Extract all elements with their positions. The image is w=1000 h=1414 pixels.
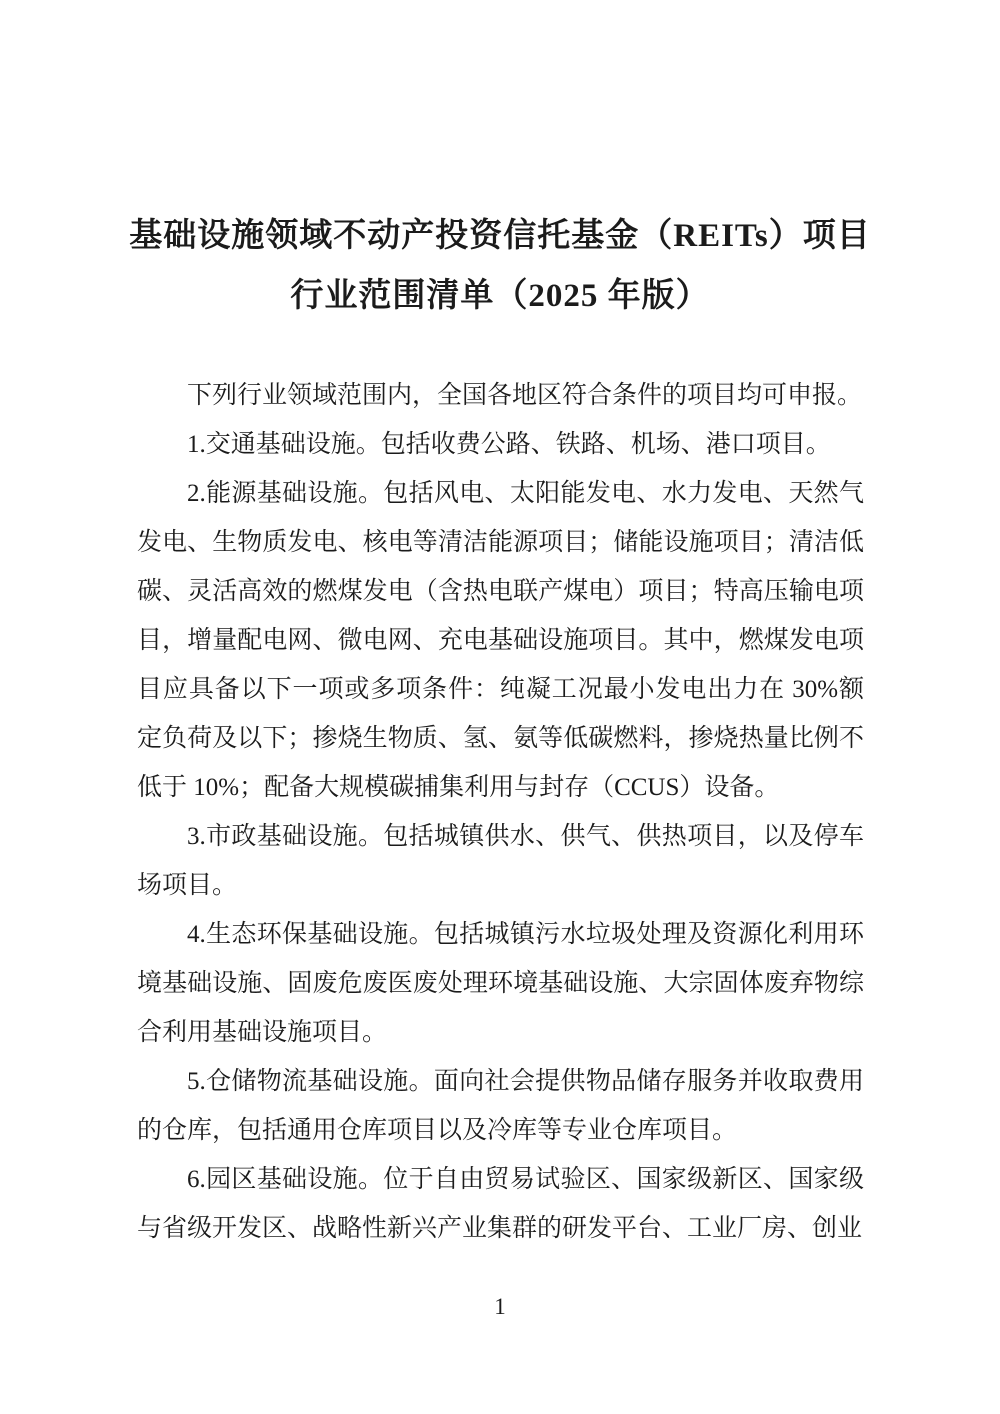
title-line-1: 基础设施领域不动产投资信托基金（REITs）项目 [129, 218, 871, 254]
paragraph-item-4-eco-environment: 4.生态环保基础设施。包括城镇污水垃圾处理及资源化利用环境基础设施、固废危废医废处理环境基础设施、大宗固体废弃物综合利用基础设施项目。 [137, 921, 864, 1046]
paragraph-item-1-transport: 1.交通基础设施。包括收费公路、铁路、机场、港口项目。 [187, 431, 831, 458]
paragraph-item-6-industrial-park: 6.园区基础设施。位于自由贸易试验区、国家级新区、国家级与省级开发区、战略性新兴产业集群的研发平台、工业厂房、创业 [137, 1166, 864, 1242]
paragraph-item-3-municipal: 3.市政基础设施。包括城镇供水、供气、供热项目，以及停车场项目。 [137, 823, 864, 899]
paragraph-item-5-warehouse-logistics: 5.仓储物流基础设施。面向社会提供物品储存服务并收取费用的仓库，包括通用仓库项目以及冷库等专业仓库项目。 [137, 1068, 864, 1144]
page-number: 1 [494, 1294, 506, 1319]
document-body [137, 371, 864, 1253]
title-line-2: 行业范围清单（2025 年版） [290, 278, 710, 314]
paragraph-intro: 下列行业领域范围内，全国各地区符合条件的项目均可申报。 [187, 382, 863, 409]
paragraph-item-2-energy: 2.能源基础设施。包括风电、太阳能发电、水力发电、天然气发电、生物质发电、核电等清洁能源项目；储能设施项目；清洁低碳、灵活高效的燃煤发电（含热电联产煤电）项目；特高压输电项目，增量配电网、微电网、充电基础设施项目。其中，燃煤发电项目应具备以下一项或多项条件：纯凝工况最小发电出力在 30%额定负荷及以下；掺烧生物质、氢、氨等低碳燃料，掺烧热量比例不低于 10%；配备大规模碳捕集利用与封存（CCUS）设备。 [137, 480, 864, 801]
document-title [0, 206, 1000, 326]
